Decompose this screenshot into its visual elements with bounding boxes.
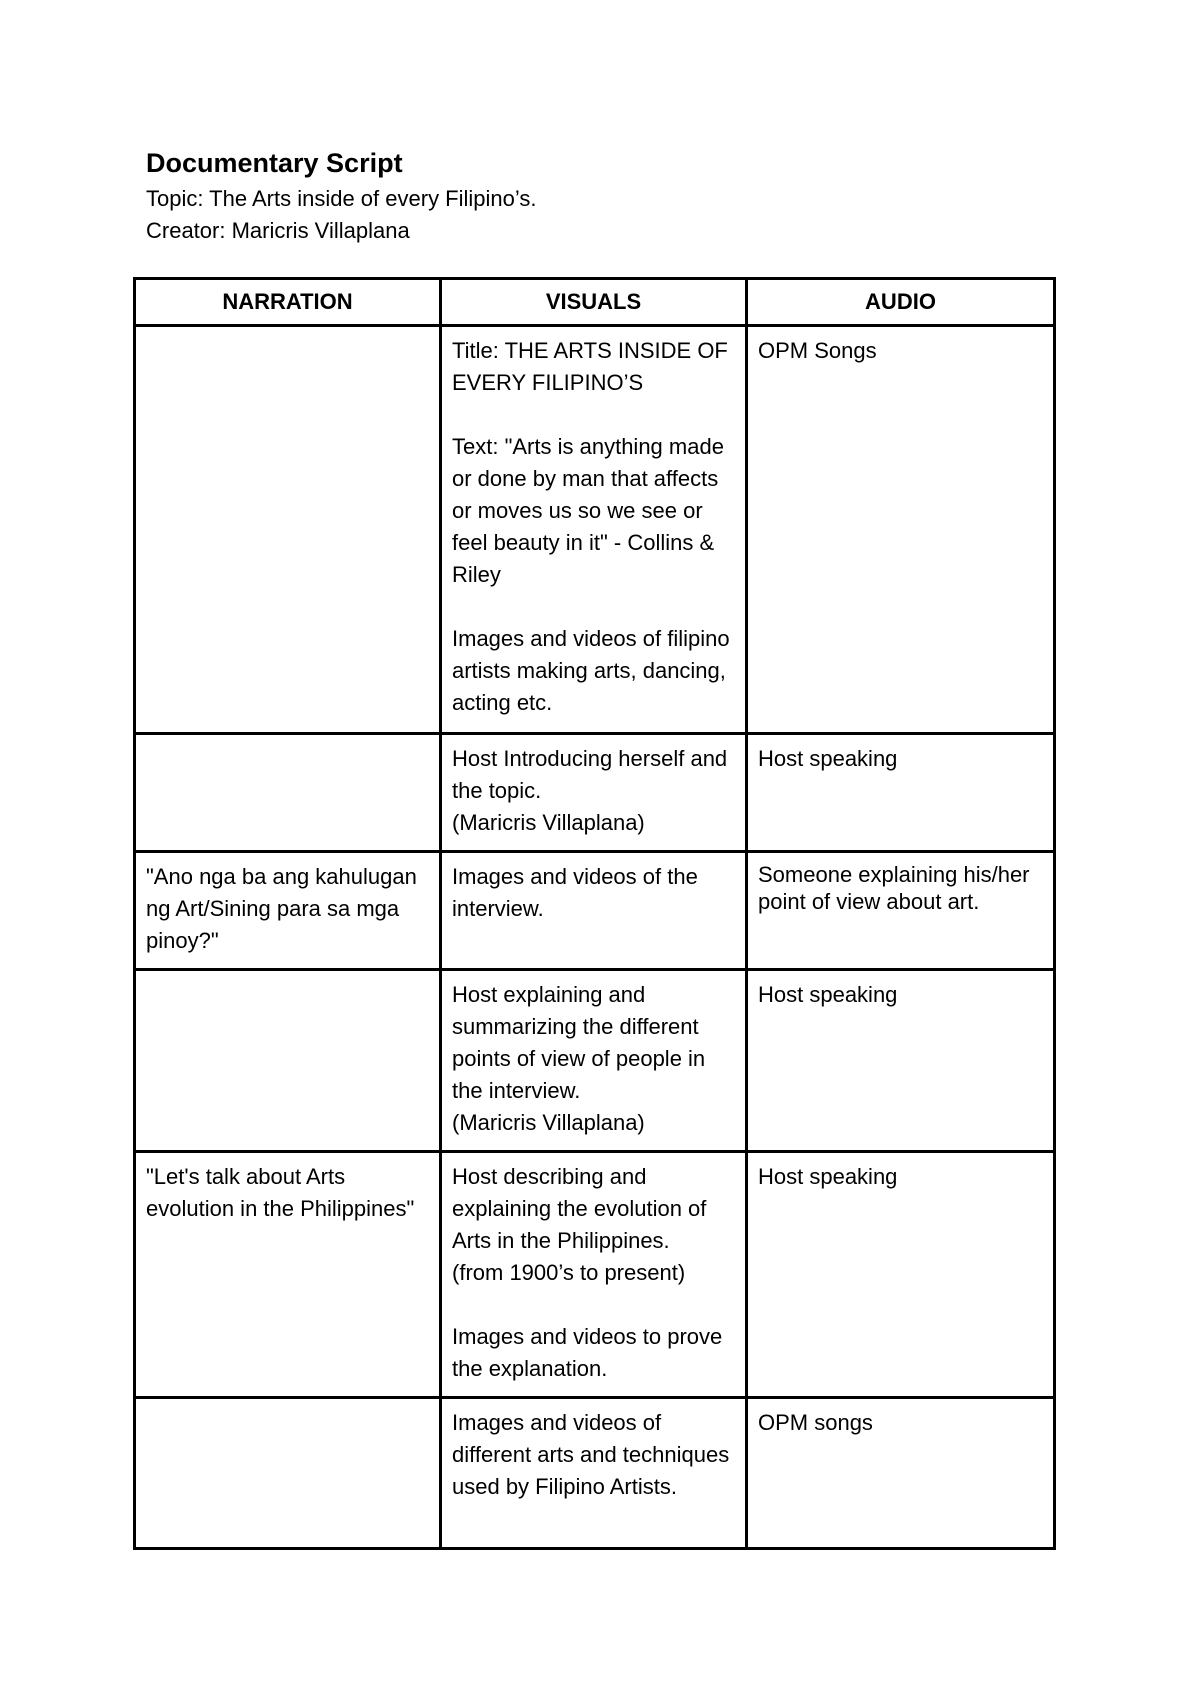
table-row — [135, 734, 1055, 852]
narration-cell — [135, 326, 441, 734]
visuals-cell: Host explaining and summarizing the different points of view of people in the interview. (Maricris Villaplana) — [441, 970, 747, 1152]
table-row — [135, 852, 1055, 970]
audio-cell: OPM Songs — [747, 326, 1055, 734]
document-title: Documentary Script — [146, 148, 403, 178]
narration-cell: "Ano nga ba ang kahulugan ng Art/Sining para sa mga pinoy?" — [135, 852, 441, 970]
table-row — [135, 1152, 1055, 1398]
document-creator: Creator: Maricris Villaplana — [146, 218, 410, 243]
script-table-body — [135, 326, 1055, 1549]
visuals-cell: Images and videos of different arts and techniques used by Filipino Artists. — [441, 1398, 747, 1549]
column-header-narration: NARRATION — [135, 279, 441, 326]
visuals-cell: Host describing and explaining the evolution of Arts in the Philippines. (from 1900’s to present) Images and videos to prove the explanation. — [441, 1152, 747, 1398]
audio-cell: Host speaking — [747, 970, 1055, 1152]
table-row — [135, 1398, 1055, 1549]
table-row — [135, 326, 1055, 734]
script-table-header — [135, 279, 1055, 326]
visuals-cell: Host Introducing herself and the topic. (Maricris Villaplana) — [441, 734, 747, 852]
column-header-audio: AUDIO — [747, 279, 1055, 326]
narration-cell: "Let's talk about Arts evolution in the Philippines" — [135, 1152, 441, 1398]
narration-cell — [135, 1398, 441, 1549]
visuals-cell: Title: THE ARTS INSIDE OF EVERY FILIPINO’S Text: "Arts is anything made or done by man that affects or moves us so we see or feel beauty in it" - Collins & Riley Images and videos of filipino artists making arts, dancing, acting etc. — [441, 326, 747, 734]
audio-cell: Host speaking — [747, 734, 1055, 852]
narration-cell — [135, 970, 441, 1152]
audio-cell: Host speaking — [747, 1152, 1055, 1398]
script-table — [133, 277, 1056, 1550]
table-row — [135, 970, 1055, 1152]
header-row — [135, 279, 1055, 326]
document-topic: Topic: The Arts inside of every Filipino’s. — [146, 186, 537, 211]
audio-cell: OPM songs — [747, 1398, 1055, 1549]
narration-cell — [135, 734, 441, 852]
column-header-visuals: VISUALS — [441, 279, 747, 326]
visuals-cell: Images and videos of the interview. — [441, 852, 747, 970]
audio-cell: Someone explaining his/her point of view about art. — [747, 852, 1055, 970]
